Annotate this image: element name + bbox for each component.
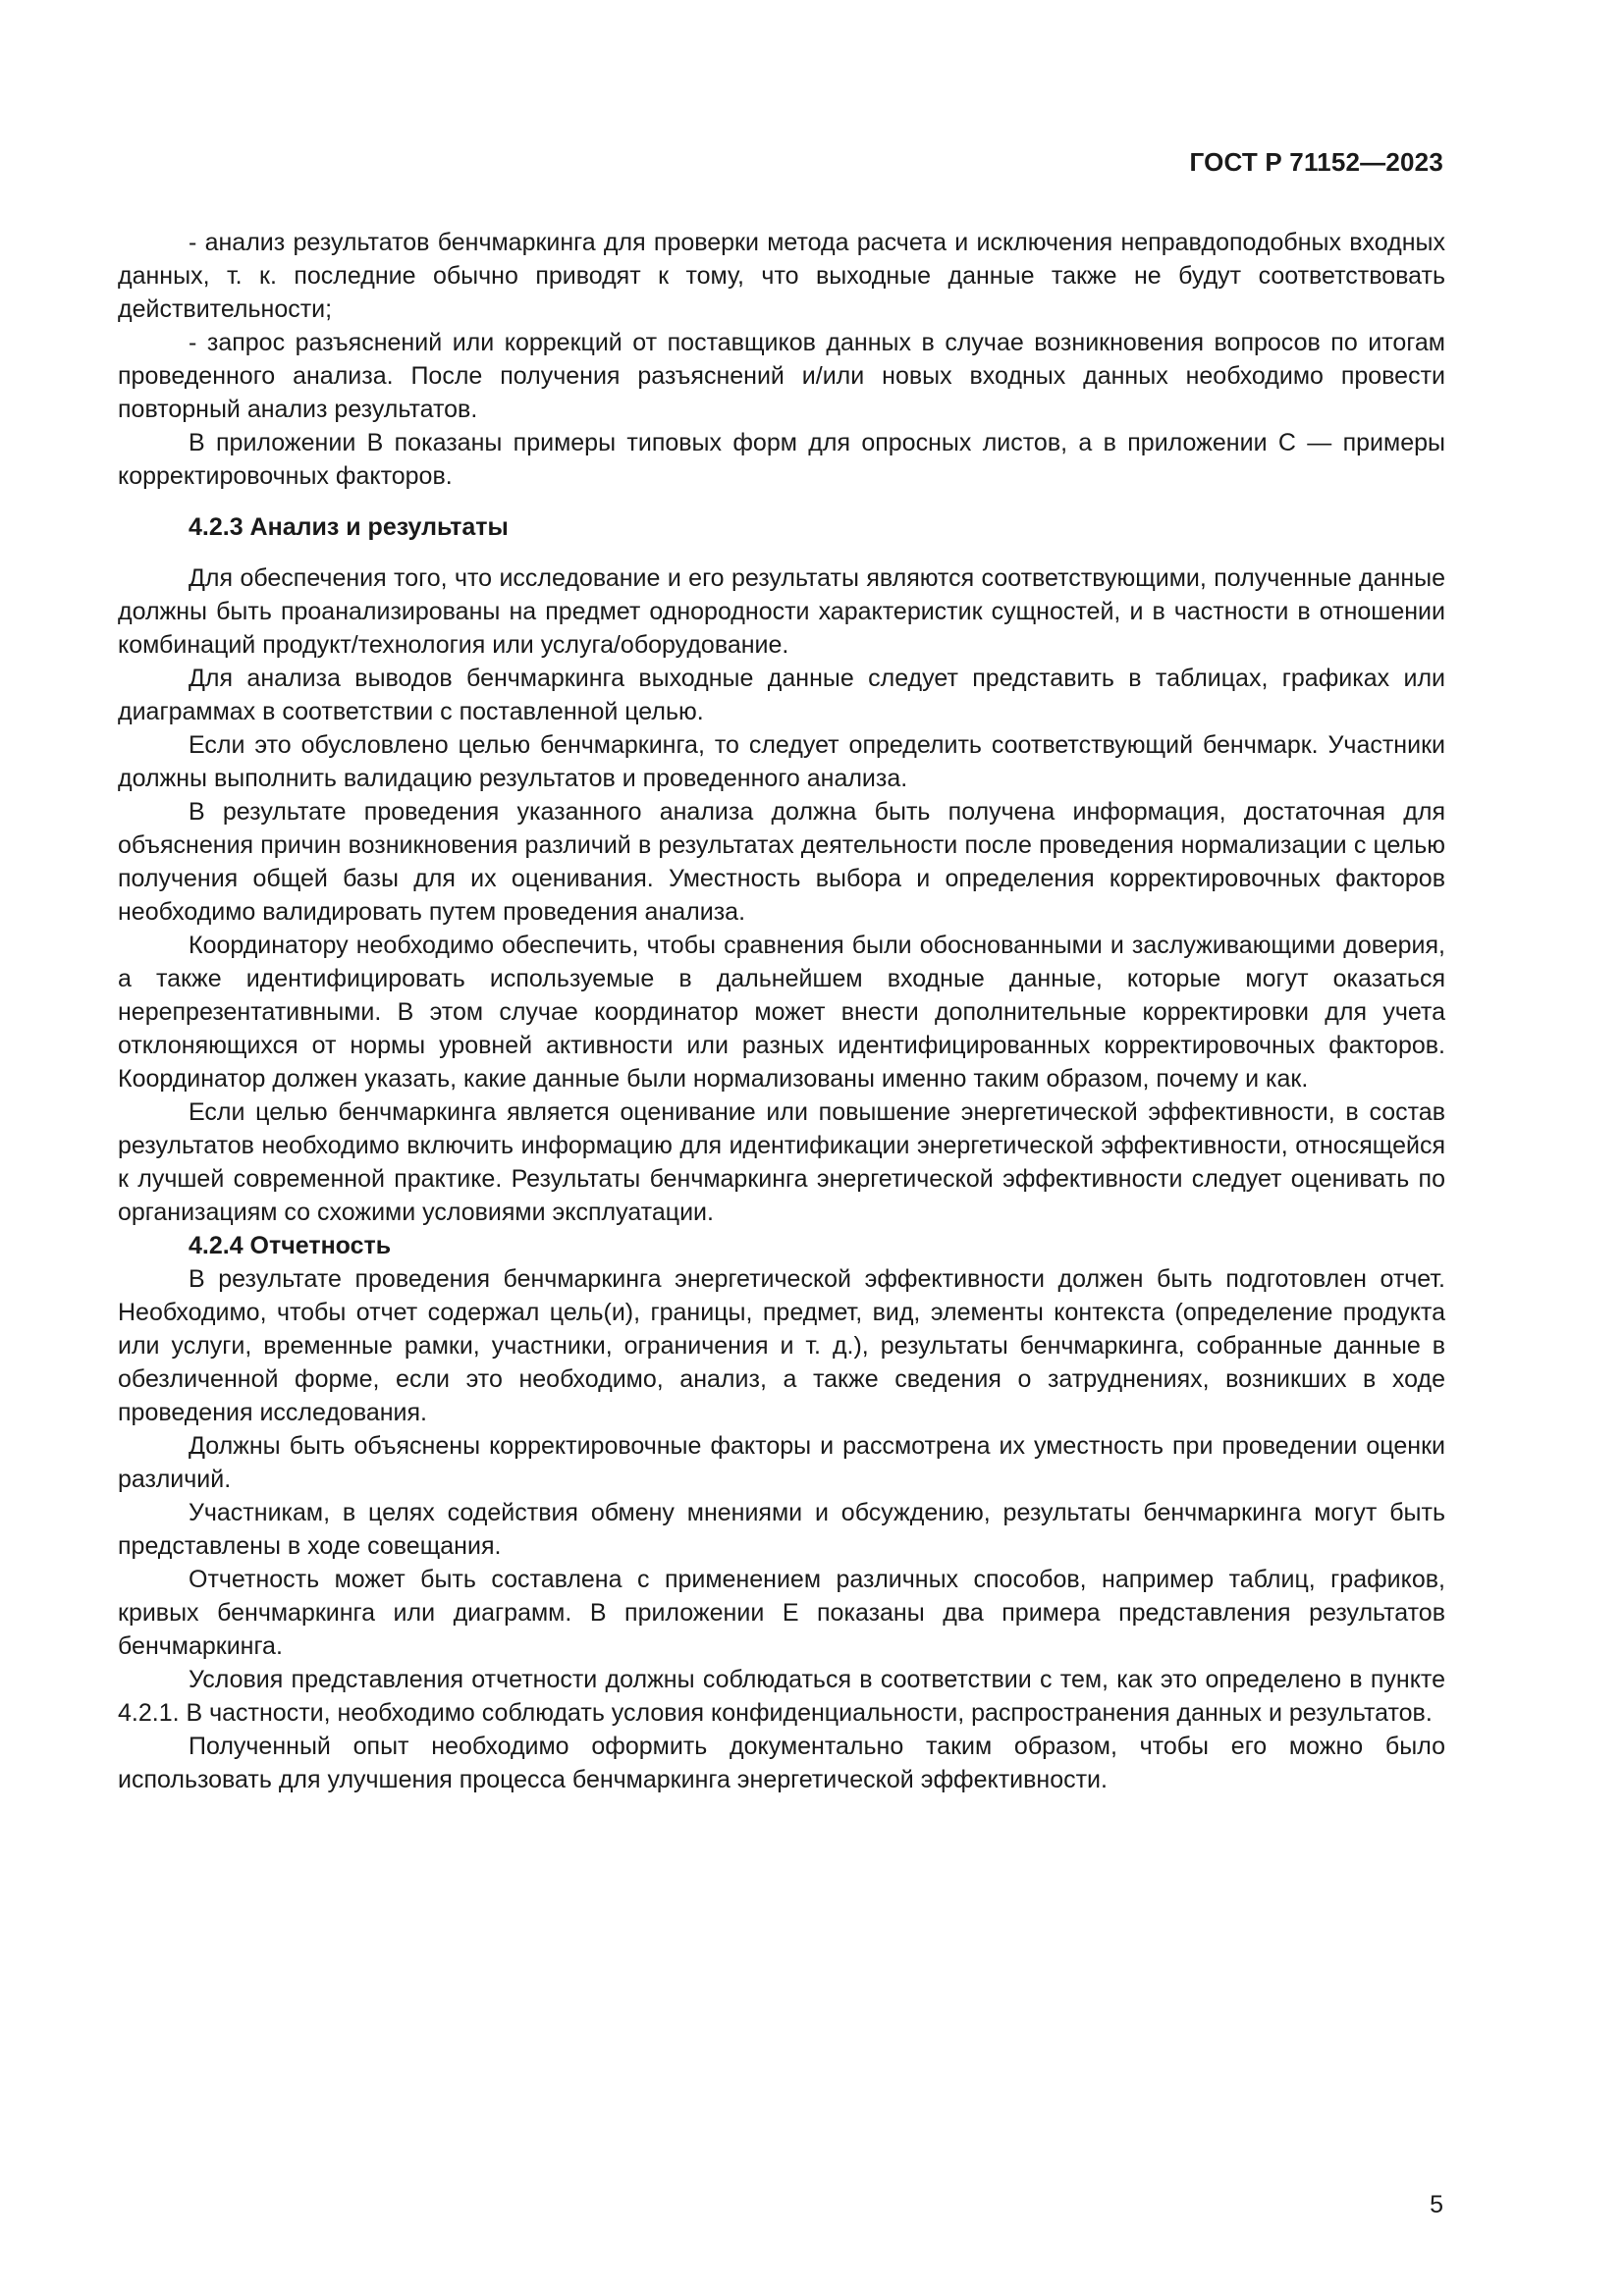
- section-heading-4-2-4: 4.2.4 Отчетность: [189, 1232, 392, 1259]
- paragraph: Если целью бенчмаркинга является оценивание или повышение энергетической эффективности, в состав результатов необходимо включить информацию для идентификации энергетической эффективности, относящейся к лучшей современной практике. Результаты бенчмаркинга энергетической эффективности следует оценивать по организациям со схожими условиями эксплуатации.: [118, 1098, 1445, 1226]
- paragraph: В результате проведения бенчмаркинга энергетической эффективности должен быть подготовлен отчет. Необходимо, чтобы отчет содержал цель(и), границы, предмет, вид, элементы контекста (определение продукта или услуги, временные рамки, участники, ограничения и т. д.), результаты бенчмаркинга, собранные данные в обезличенной форме, если это необходимо, анализ, а также сведения о затруднениях, возникших в ходе проведения исследования.: [118, 1265, 1445, 1426]
- paragraph: В результате проведения указанного анализа должна быть получена информация, достаточная для объяснения причин возникновения различий в результатах деятельности после проведения нормализации с целью получения общей базы для их оценивания. Уместность выбора и определения корректировочных факторов необходимо валидировать путем проведения анализа.: [118, 798, 1445, 926]
- paragraph: Для обеспечения того, что исследование и его результаты являются соответствующими, полученные данные должны быть проанализированы на предмет однородности характеристик сущностей, и в частности в отношении комбинаций продукт/технология или услуга/оборудование.: [118, 564, 1445, 659]
- paragraph: Координатору необходимо обеспечить, чтобы сравнения были обоснованными и заслуживающими доверия, а также идентифицировать используемые в дальнейшем входные данные, которые могут оказаться нерепрезентативными. В этом случае координатор может внести дополнительные корректировки для учета отклоняющихся от нормы уровней активности или разных идентифицированных корректировочных факторов. Координатор должен указать, какие данные были нормализованы именно таким образом, почему и как.: [118, 932, 1445, 1093]
- paragraph: Должны быть объяснены корректировочные факторы и рассмотрена их уместность при проведении оценки различий.: [118, 1432, 1445, 1493]
- list-item: - анализ результатов бенчмаркинга для проверки метода расчета и исключения неправдоподобных входных данных, т. к. последние обычно приводят к тому, что выходные данные также не будут соответствовать действительности;: [118, 229, 1445, 323]
- paragraph: Для анализа выводов бенчмаркинга выходные данные следует представить в таблицах, графиках или диаграммах в соответствии с поставленной целью.: [118, 665, 1445, 725]
- page-body: [118, 226, 1445, 1796]
- document-code: ГОСТ Р 71152—2023: [1189, 147, 1443, 177]
- page-number: 5: [1430, 2191, 1443, 2218]
- paragraph: Отчетность может быть составлена с применением различных способов, например таблиц, графиков, кривых бенчмаркинга или диаграмм. В приложении Е показаны два примера представления результатов бенчмаркинга.: [118, 1566, 1445, 1660]
- list-item: - запрос разъяснений или коррекций от поставщиков данных в случае возникновения вопросов по итогам проведенного анализа. После получения разъяснений и/или новых входных данных необходимо провести повторный анализ результатов.: [118, 329, 1445, 423]
- paragraph: Полученный опыт необходимо оформить документально таким образом, чтобы его можно было использовать для улучшения процесса бенчмаркинга энергетической эффективности.: [118, 1733, 1445, 1793]
- section-heading-4-2-3: 4.2.3 Анализ и результаты: [189, 513, 509, 541]
- paragraph: Если это обусловлено целью бенчмаркинга, то следует определить соответствующий бенчмарк. Участники должны выполнить валидацию результатов и проведенного анализа.: [118, 731, 1445, 792]
- paragraph: В приложении В показаны примеры типовых форм для опросных листов, а в приложении С — примеры корректировочных факторов.: [118, 429, 1445, 490]
- paragraph: Участникам, в целях содействия обмену мнениями и обсуждению, результаты бенчмаркинга могут быть представлены в ходе совещания.: [118, 1499, 1445, 1560]
- paragraph: Условия представления отчетности должны соблюдаться в соответствии с тем, как это определено в пункте 4.2.1. В частности, необходимо соблюдать условия конфиденциальности, распространения данных и результатов.: [118, 1666, 1445, 1727]
